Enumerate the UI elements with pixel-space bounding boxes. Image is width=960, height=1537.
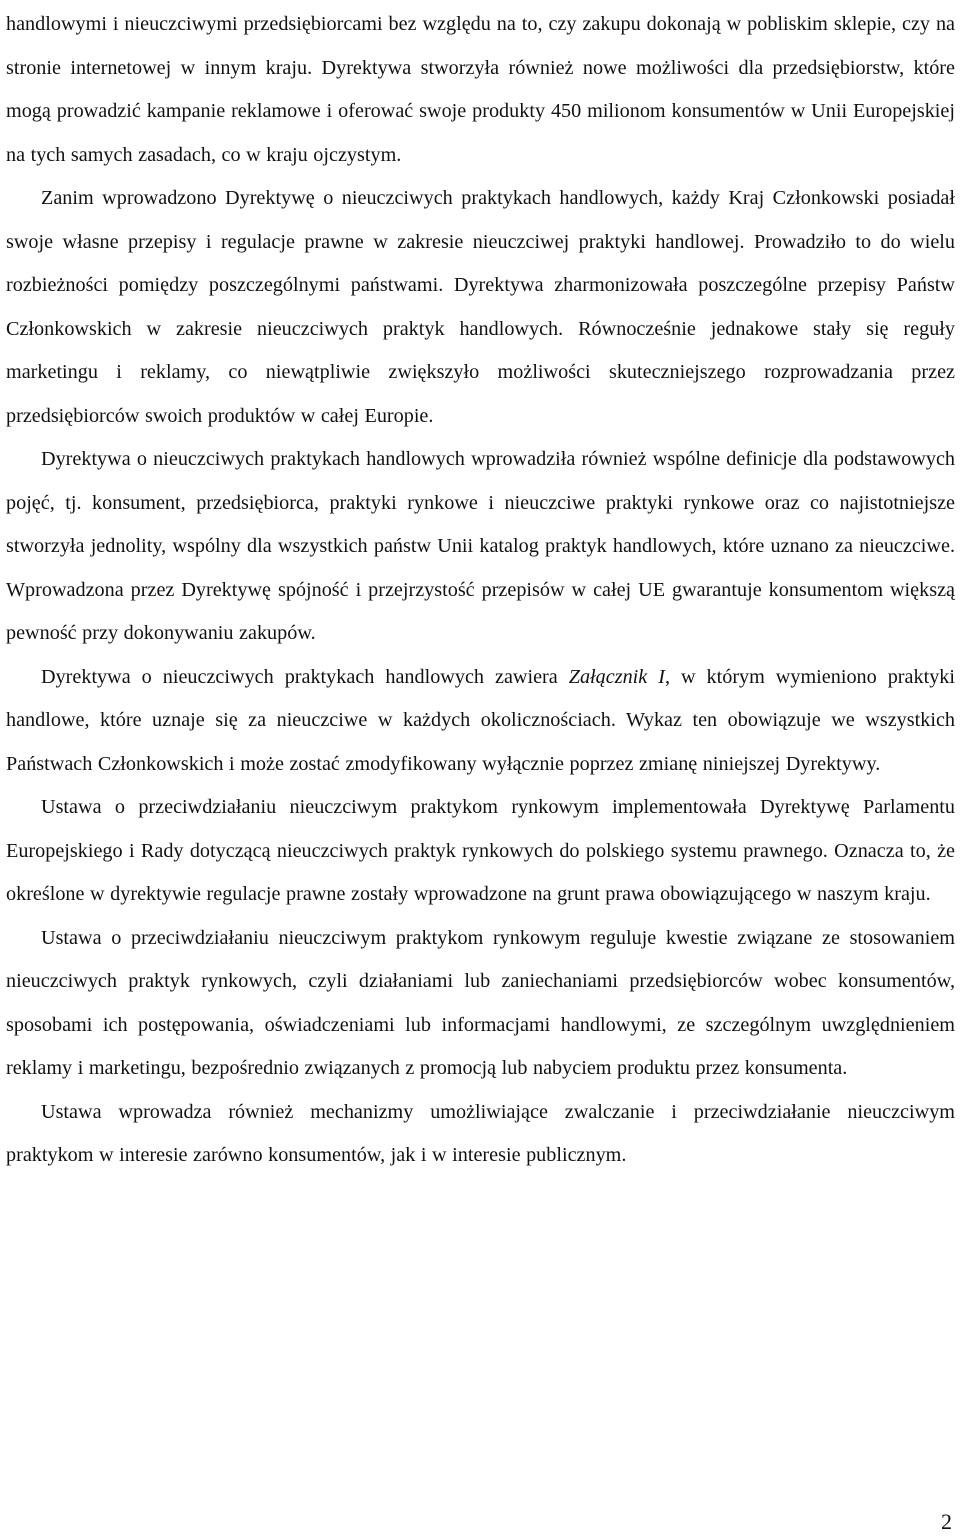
annex-text-after: , w którym wymieniono praktyki handlowe, które uznaje się za nieuczciwe w każdych okolicznościach. Wykaz ten obowiązuje we wszystkich Państwach Członkowskich i może zostać zmodyfikowany wyłącznie poprzez zmianę niniejszej Dyrektywy. xyxy=(6,665,955,775)
paragraph-continuation: handlowymi i nieuczciwymi przedsiębiorcami bez względu na to, czy zakupu dokonają w pobliskim sklepie, czy na stronie internetowej w innym kraju. Dyrektywa stworzyła również nowe możliwości dla przedsiębiorstw, które mogą prowadzić kampanie reklamowe i oferować swoje produkty 450 milionom konsumentów w Unii Europejskiej na tych samych zasadach, co w kraju ojczystym. xyxy=(6,13,955,166)
paragraph-implementation: Ustawa o przeciwdziałaniu nieuczciwym praktykom rynkowym implementowała Dyrektywę Parlamentu Europejskiego i Rady dotyczącą nieuczciwych praktyk rynkowych do polskiego systemu prawnego. Oznacza to, że określone w dyrektywie regulacje prawne zostały wprowadzone na grunt prawa obowiązującego w naszym kraju. xyxy=(6,796,955,905)
paragraph-harmonization: Zanim wprowadzono Dyrektywę o nieuczciwych praktykach handlowych, każdy Kraj Członkowski posiadał swoje własne przepisy i regulacje prawne w zakresie nieuczciwej praktyki handlowej. Prowadziło to do wielu rozbieżności pomiędzy poszczególnymi państwami. Dyrektywa zharmonizowała poszczególne przepisy Państw Członkowskich w zakresie nieuczciwych praktyk handlowych. Równocześnie jednakowe stały się reguły marketingu i reklamy, co niewątpliwie zwiększyło możliwości skuteczniejszego rozprowadzania przez przedsiębiorców swoich produktów w całej Europie. xyxy=(6,187,955,427)
paragraph-mechanisms: Ustawa wprowadza również mechanizmy umożliwiające zwalczanie i przeciwdziałanie nieuczciwym praktykom w interesie zarówno konsumentów, jak i w interesie publicznym. xyxy=(6,1100,955,1166)
paragraph-annex xyxy=(6,656,955,787)
annex-title: Załącznik I xyxy=(568,665,665,688)
annex-text-before: Dyrektywa o nieuczciwych praktykach handlowych zawiera xyxy=(41,665,569,688)
document-page xyxy=(6,0,955,1178)
paragraph-scope: Ustawa o przeciwdziałaniu nieuczciwym praktykom rynkowym reguluje kwestie związane ze stosowaniem nieuczciwych praktyk rynkowych, czyli działaniami lub zaniechaniami przedsiębiorców wobec konsumentów, sposobami ich postępowania, oświadczeniami lub informacjami handlowymi, ze szczególnym uwzględnieniem reklamy i marketingu, bezpośrednio związanych z promocją lub nabyciem produktu przez konsumenta. xyxy=(6,926,955,1079)
paragraph-definitions: Dyrektywa o nieuczciwych praktykach handlowych wprowadziła również wspólne definicje dla podstawowych pojęć, tj. konsument, przedsiębiorca, praktyki rynkowe i nieuczciwe praktyki rynkowe oraz co najistotniejsze stworzyła jednolity, wspólny dla wszystkich państw Unii katalog praktyk handlowych, które uznano za nieuczciwe. Wprowadzona przez Dyrektywę spójność i przejrzystość przepisów w całej UE gwarantuje konsumentom większą pewność przy dokonywaniu zakupów. xyxy=(6,448,955,644)
page-number: 2 xyxy=(941,1509,952,1534)
